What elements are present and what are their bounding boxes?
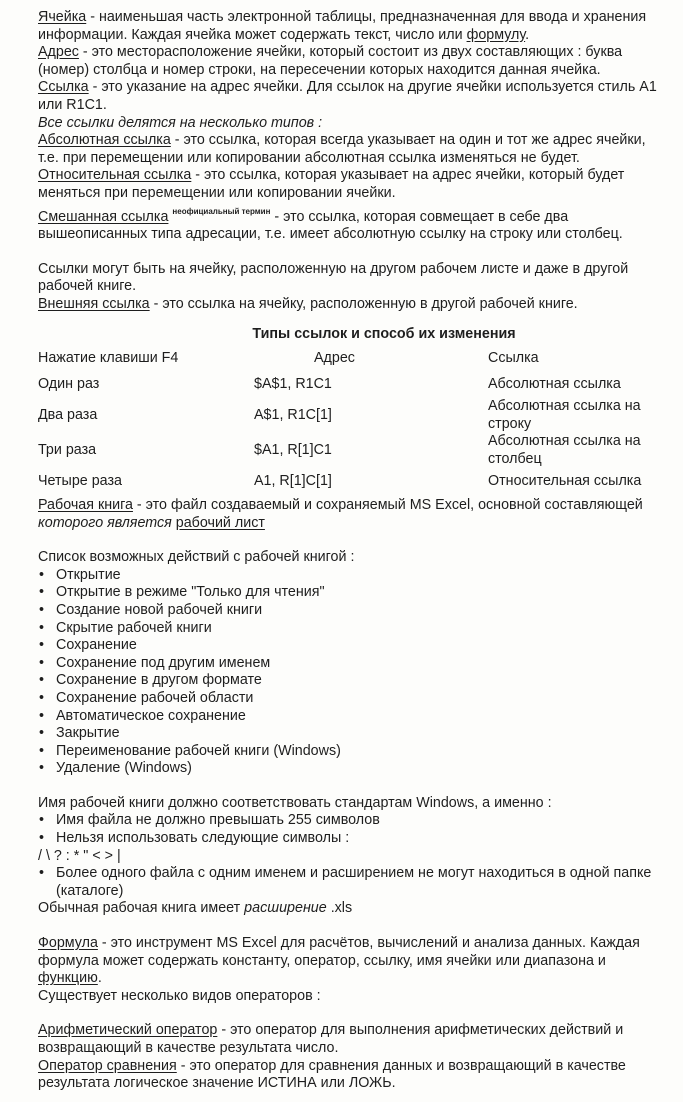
table-row (38, 468, 648, 495)
list-item: • Открытие (38, 567, 670, 585)
table-cell: Абсолютная ссылка на строку (488, 398, 641, 432)
list-item: • Сохранение под другим именем (38, 655, 670, 673)
table-cell: Абсолютная ссылка на столбец (488, 433, 641, 467)
table-cell: A1, R[1]C[1] (254, 472, 332, 489)
cell-definition: Ячейка - наименьшая часть электронной таблицы, предназначенная для ввода и хранения информации. Каждая ячейка может содержать текст, число или формулу. (38, 9, 647, 43)
extension-note: Обычная рабочая книга имеет расширение .xls (38, 900, 353, 917)
mixed-reference-definition: Смешанная ссылка $^{неофициальный термин}$ - это ссылка, которая совмещает в себе два вышеописанных типа адресации, т.е. имеет абсолютную ссылку на строку или столбец. (38, 206, 623, 243)
term-external-reference[interactable]: Внешняя ссылка (38, 295, 150, 312)
absolute-reference-definition: Абсолютная ссылка - это ссылка, которая всегда указывает на один и тот же адрес ячейки, т.е. при перемещении или копировании абсолютная ссылка изменяться не будет. (38, 132, 646, 166)
table-row (38, 398, 648, 433)
term-cell[interactable]: Ячейка (38, 9, 87, 25)
formula-definition: Формула - это инструмент MS Excel для расчётов, вычислений и анализа данных. Каждая формула может содержать константу, оператор, ссылку, имя ячейки или диапазона и функцию. (38, 935, 640, 987)
workbook-definition: Рабочая книга - это файл создаваемый и сохраняемый MS Excel, основной составляющей которого является рабочий лист (38, 496, 643, 531)
term-relative-reference[interactable]: Относительная ссылка (38, 167, 192, 184)
table-cell: Три раза (38, 442, 97, 459)
term-address[interactable]: Адрес (38, 44, 79, 61)
list-item: • Закрытие (38, 725, 670, 743)
list-item: • Переименование рабочей книги (Windows) (38, 743, 670, 761)
ref-table-title: Типы ссылок и способ их изменения (252, 325, 516, 342)
term-workbook[interactable]: Рабочая книга (38, 496, 133, 513)
workbook-actions-list (38, 567, 670, 778)
list-item: • Более одного файла с одним именем и расширением не могут находиться в одной папке (каталоге) (38, 865, 670, 900)
naming-rules-list-2 (38, 865, 670, 900)
document-page (38, 9, 670, 1093)
header-reference: Ссылка (488, 349, 539, 366)
actions-title: Список возможных действий с рабочей книгой : (38, 549, 355, 566)
relative-reference-definition: Относительная ссылка - это ссылка, которая указывает на адрес ячейки, который будет меняться при перемещении или копировании ячейки. (38, 167, 625, 201)
list-item: • Открытие в режиме "Только для чтения" (38, 584, 670, 602)
comparison-operator-definition: Оператор сравнения - это оператор для сравнения данных и возвращающий в качестве результата логическое значение ИСТИНА или ЛОЖЬ. (38, 1057, 626, 1092)
naming-rules-list (38, 812, 670, 847)
address-definition: Адрес - это месторасположение ячейки, который состоит из двух составляющих : буква (номер) столбца и номер строки, на пересечении которых находится данная ячейка. (38, 44, 623, 78)
list-item: • Автоматическое сохранение (38, 708, 670, 726)
list-item: • Сохранение в другом формате (38, 672, 670, 690)
table-cell: $A1, R[1]C1 (254, 442, 332, 459)
table-cell: Четыре раза (38, 472, 122, 489)
table-cell: $A$1, R1C1 (254, 376, 332, 393)
reference-types-intro: Все ссылки делятся на несколько типов : (38, 114, 323, 131)
table-cell: Один раз (38, 376, 100, 393)
table-row (38, 433, 648, 468)
link-function[interactable]: функцию (38, 970, 98, 987)
table-header-row (38, 345, 648, 372)
external-reference-definition: Внешняя ссылка - это ссылка на ячейку, расположенную в другой рабочей книге. (38, 295, 578, 312)
list-item: • Нельзя использовать следующие символы : (38, 830, 670, 848)
header-address: Адрес (314, 349, 355, 366)
link-worksheet[interactable]: рабочий лист (175, 514, 265, 531)
reference-definition: Ссылка - это указание на адрес ячейки. Для ссылок на другие ячейки используется стиль A1 или R1C1. (38, 79, 657, 113)
term-mixed-reference[interactable]: Смешанная ссылка (38, 208, 169, 225)
unofficial-term-note: неофициальный термин (172, 206, 271, 216)
links-paragraph: Ссылки могут быть на ячейку, расположенную на другом рабочем листе и даже в другой рабочей книге. (38, 260, 629, 295)
list-item: • Сохранение (38, 637, 670, 655)
table-cell: A$1, R1C[1] (254, 406, 332, 423)
header-keypress: Нажатие клавиши F4 (38, 349, 179, 366)
table-cell: Абсолютная ссылка (488, 376, 621, 393)
term-formula[interactable]: Формула (38, 935, 98, 952)
list-item: • Создание новой рабочей книги (38, 602, 670, 620)
term-reference[interactable]: Ссылка (38, 79, 89, 96)
arithmetic-operator-definition: Арифметический оператор - это оператор для выполнения арифметических действий и возвращающий в качестве результата число. (38, 1022, 624, 1056)
operators-intro: Существует несколько видов операторов : (38, 987, 321, 1004)
reference-types-table (38, 345, 648, 495)
table-cell: Относительная ссылка (488, 472, 642, 489)
link-formula[interactable]: формулу (466, 26, 526, 43)
table-row (38, 372, 648, 399)
forbidden-characters: / \ ? : * " < > | (38, 847, 121, 864)
term-absolute-reference[interactable]: Абсолютная ссылка (38, 132, 171, 149)
list-item: • Сохранение рабочей области (38, 690, 670, 708)
term-comparison-operator[interactable]: Оператор сравнения (38, 1057, 177, 1074)
list-item: • Имя файла не должно превышать 255 символов (38, 812, 670, 830)
term-arithmetic-operator[interactable]: Арифметический оператор (38, 1022, 218, 1039)
list-item: • Скрытие рабочей книги (38, 620, 670, 638)
naming-title: Имя рабочей книги должно соответствовать стандартам Windows, а именно : (38, 794, 552, 811)
list-item: • Удаление (Windows) (38, 760, 670, 778)
table-cell: Два раза (38, 406, 98, 423)
